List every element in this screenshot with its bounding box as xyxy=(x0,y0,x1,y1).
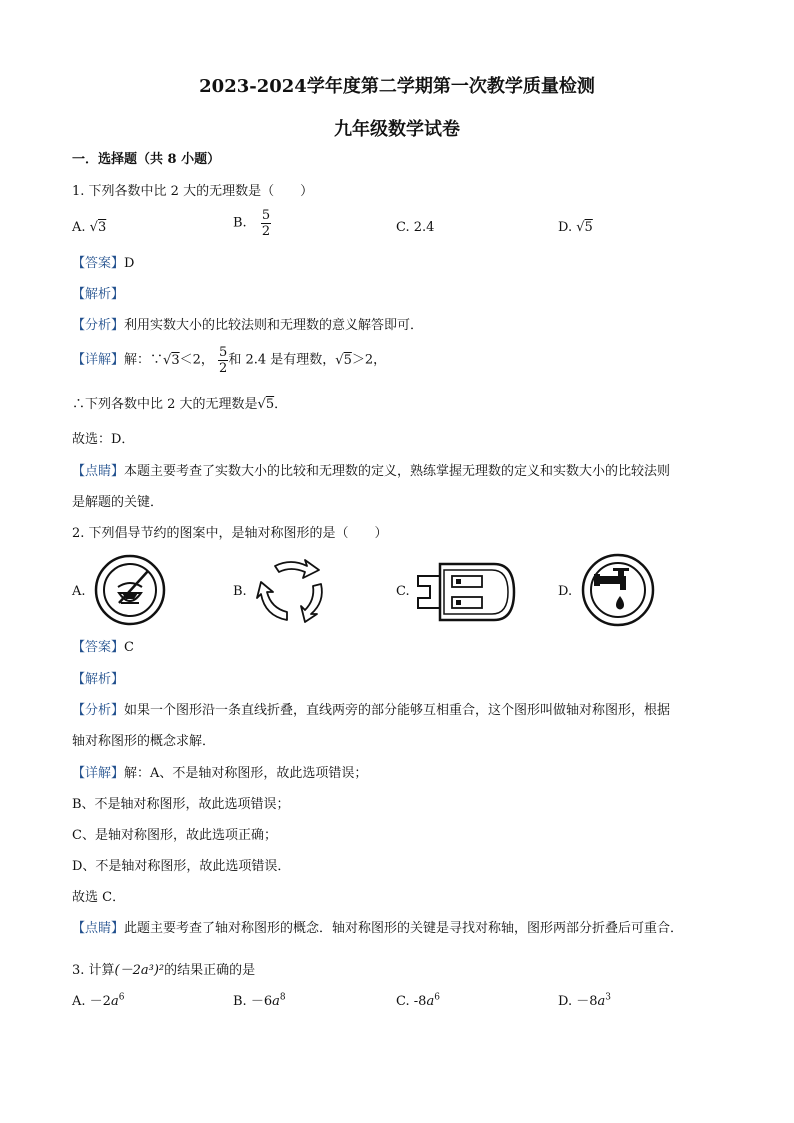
section-heading: 一．选择题（共 8 小题） xyxy=(72,152,221,167)
q2-answer xyxy=(72,639,134,657)
q3-option-a-label: A. xyxy=(72,994,86,1009)
q1-option-d-radicand: 5 xyxy=(584,220,593,235)
q2-option-d-label: D. xyxy=(558,584,573,599)
q1-choice: 故选：D． xyxy=(72,432,135,447)
q1-detail-radicand-2: 5 xyxy=(343,352,352,368)
q1-conclusion xyxy=(72,396,287,414)
q1-detail-gt: ＞2， xyxy=(351,352,387,368)
q1-detail-lt: ＜2， xyxy=(179,352,214,368)
q3-option-d-var: a xyxy=(597,994,606,1009)
q3-option-b-label: B. xyxy=(233,994,247,1009)
q3-option-d-exp: 3 xyxy=(605,992,612,1003)
q1-option-c: C. 2.4 xyxy=(396,220,435,235)
q1-detail-pre: 解：∵ xyxy=(124,352,164,368)
q3-option-a xyxy=(72,993,124,1011)
fraction xyxy=(218,345,228,376)
q1-fenxi xyxy=(72,317,423,335)
q3-option-b-var: a xyxy=(272,994,280,1009)
q3-option-c-coef: -8 xyxy=(413,994,427,1009)
q3-option-d xyxy=(558,993,611,1011)
q3-option-b xyxy=(233,993,286,1011)
analysis-tag: 【解析】 xyxy=(72,672,125,687)
q2-detail xyxy=(72,765,367,783)
no-food-waste-icon xyxy=(93,553,167,627)
q1-answer-value: D xyxy=(124,256,135,271)
q3-option-d-label: D. xyxy=(558,994,573,1009)
sqrt-symbol: √5 xyxy=(335,352,352,368)
fraction-numerator: 5 xyxy=(261,208,271,223)
analysis-tag: 【解析】 xyxy=(72,287,125,302)
q3-stem-post: 的结果正确的是 xyxy=(164,963,256,978)
q1-option-b xyxy=(233,208,271,239)
water-tap-icon xyxy=(580,552,656,628)
q2-option-a-label: A. xyxy=(72,584,86,599)
q3-option-c-label: C. xyxy=(396,994,410,1009)
q2-stem: 2. 下列倡导节约的图案中，是轴对称图形的是（ ） xyxy=(72,526,388,541)
q1-option-b-label: B. xyxy=(233,215,247,231)
q3-option-d-coef: －8 xyxy=(576,994,598,1009)
fraction-denominator: 2 xyxy=(219,361,228,376)
q2-option-c-label: C. xyxy=(396,584,410,599)
q1-detail-mid: 和 2.4 是有理数， xyxy=(228,352,336,368)
q1-option-a xyxy=(72,219,106,237)
q3-stem xyxy=(72,962,255,980)
q3-option-a-exp: 6 xyxy=(118,992,125,1003)
q3-stem-expr: (－2a³)² xyxy=(114,963,165,978)
q2-detail-c: C、是轴对称图形，故此选项正确； xyxy=(72,828,277,843)
q2-fenxi xyxy=(72,702,670,720)
q3-option-b-coef: －6 xyxy=(250,994,273,1009)
q1-conclusion-pre: ∴下列各数中比 2 大的无理数是 xyxy=(72,397,258,412)
q3-option-a-coef: －2 xyxy=(89,994,111,1009)
answer-tag: 【答案】 xyxy=(72,256,125,271)
q2-detail-a: 解：A、不是轴对称图形，故此选项错误； xyxy=(124,766,368,781)
q1-detail xyxy=(72,345,386,376)
q1-answer xyxy=(72,255,134,273)
sqrt-symbol: √5 xyxy=(257,397,275,412)
q2-fenxi-line1: 如果一个图形沿一条直线折叠，直线两旁的部分能够互相重合，这个图形叫做轴对称图形，根据 xyxy=(124,703,671,718)
detail-tag: 【详解】 xyxy=(72,766,125,781)
q2-option-b-label: B. xyxy=(233,584,247,599)
q3-option-a-var: a xyxy=(110,994,119,1009)
page-subtitle: 九年级数学试卷 xyxy=(334,119,460,140)
q1-option-d xyxy=(558,219,593,237)
battery-plug-icon xyxy=(414,560,518,624)
q3-option-c-exp: 6 xyxy=(434,992,440,1003)
comment-tag: 【点睛】 xyxy=(72,921,125,936)
q1-comment-line1: 本题主要考查了实数大小的比较和无理数的定义，熟练掌握无理数的定义和实数大小的比较法则 xyxy=(124,464,671,479)
q3-option-c xyxy=(396,993,440,1011)
q3-option-b-exp: 8 xyxy=(279,992,286,1003)
q2-answer-value: C xyxy=(124,640,134,655)
q2-fenxi-line2: 轴对称图形的概念求解． xyxy=(72,734,216,749)
page-title: 2023-2024学年度第二学期第一次教学质量检测 xyxy=(199,76,595,97)
q2-detail-d: D、不是轴对称图形，故此选项错误． xyxy=(72,859,291,874)
q2-choice: 故选 C． xyxy=(72,890,126,905)
sqrt-symbol: √3 xyxy=(89,220,107,235)
q1-option-d-label: D. xyxy=(558,220,573,235)
sqrt-symbol: √3 xyxy=(163,352,180,368)
fraction-numerator: 5 xyxy=(219,345,228,360)
q2-comment-text: 此题主要考查了轴对称图形的概念．轴对称图形的关键是寻找对称轴，图形两部分折叠后可重合． xyxy=(124,921,684,936)
q3-option-c-var: a xyxy=(426,994,435,1009)
q1-comment xyxy=(72,463,670,481)
fraction xyxy=(261,208,271,239)
comment-tag: 【点睛】 xyxy=(72,464,125,479)
q2-comment xyxy=(72,920,683,938)
recycle-arrows-icon xyxy=(253,556,329,624)
fraction-denominator: 2 xyxy=(261,224,271,239)
q2-detail-b: B、不是轴对称图形，故此选项错误； xyxy=(72,797,290,812)
q1-fenxi-text: 利用实数大小的比较法则和无理数的意义解答即可． xyxy=(124,318,424,333)
answer-tag: 【答案】 xyxy=(72,640,125,655)
q1-option-a-radicand: 3 xyxy=(97,220,107,235)
q1-stem: 1. 下列各数中比 2 大的无理数是（ ） xyxy=(72,184,314,199)
q1-conclusion-radicand: 5 xyxy=(265,397,275,412)
q1-conclusion-post: ． xyxy=(274,397,288,412)
q1-comment-line2: 是解题的关键． xyxy=(72,495,164,510)
fenxi-tag: 【分析】 xyxy=(72,703,125,718)
q1-detail-radicand-1: 3 xyxy=(171,352,180,368)
q1-option-a-label: A. xyxy=(72,220,86,235)
detail-tag: 【详解】 xyxy=(72,352,125,368)
sqrt-symbol: √5 xyxy=(576,220,593,235)
fenxi-tag: 【分析】 xyxy=(72,318,125,333)
q3-stem-pre: 3. 计算 xyxy=(72,963,115,978)
